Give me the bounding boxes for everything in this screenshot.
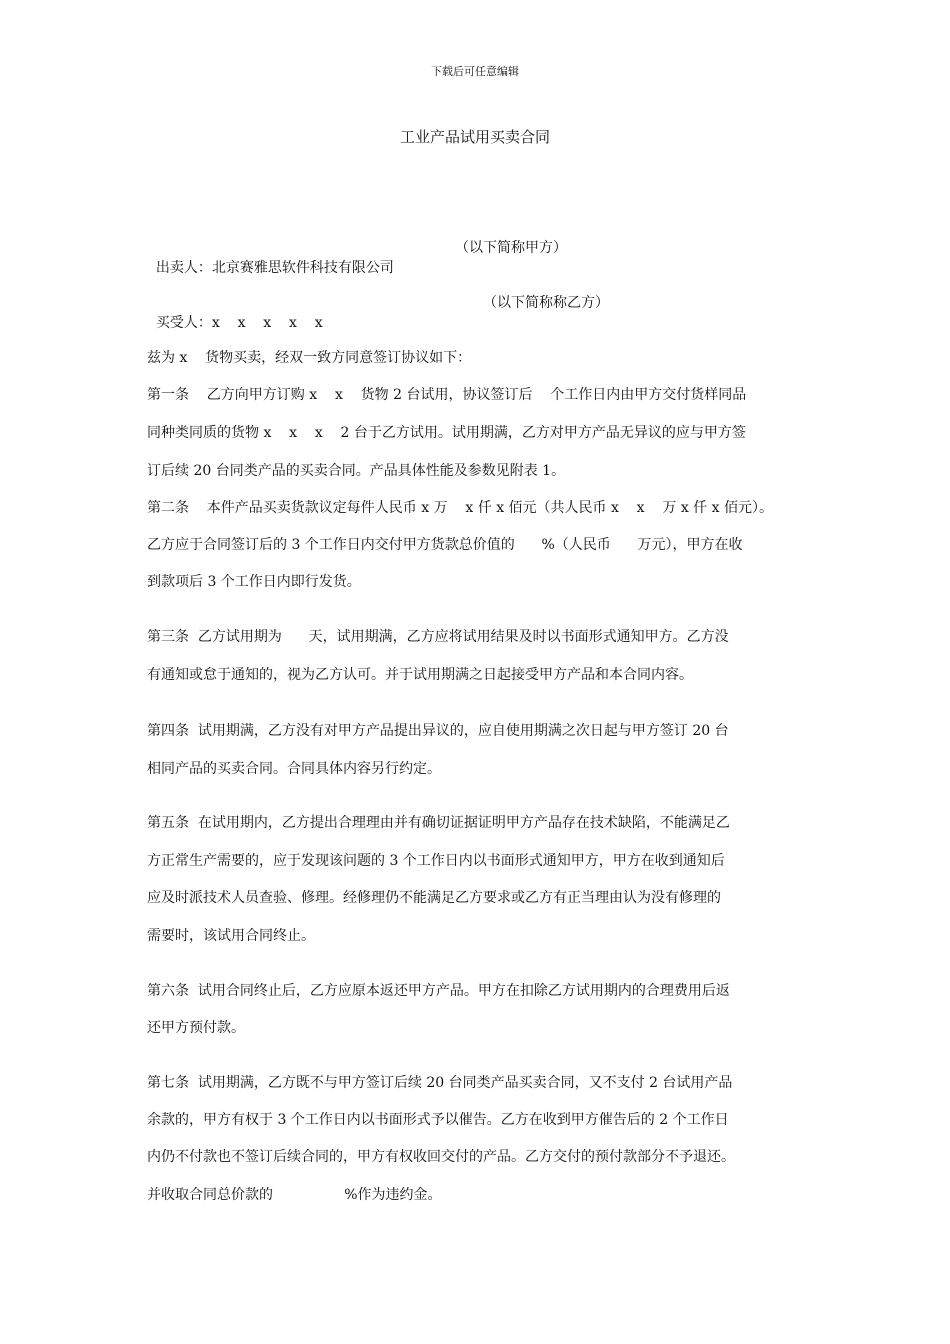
article-7-line-4: 并收取合同总价款的 %作为违约金。 (147, 1187, 442, 1203)
article-3-line-2: 有通知或怠于通知的，视为乙方认可。并于试用期满之日起接受甲方产品和本合同内容。 (147, 667, 693, 683)
article-5-line-4: 需要时，该试用合同终止。 (147, 928, 315, 944)
article-4-line-2: 相同产品的买卖合同。合同具体内容另行约定。 (147, 761, 441, 777)
article-2-line-1: 第二条 本件产品买卖货款议定每件人民币 x 万 x 仟 x 佰元（共人民币 x x 万 x 仟 x 佰元）。 (147, 500, 773, 516)
article-1-line-3: 订后续 20 台同类产品的买卖合同。产品具体性能及参数见附表 1。 (147, 463, 566, 479)
buyer-name: x x x x x (211, 315, 323, 331)
buyer-note: （以下简称称乙方） (483, 295, 609, 311)
article-4-line-1: 第四条 试用期满，乙方没有对甲方产品提出异议的，应自使用期满之次日起与甲方签订 20 台 (147, 723, 729, 739)
seller-note: （以下简称甲方） (455, 240, 567, 256)
article-6-line-2: 还甲方预付款。 (147, 1020, 245, 1036)
intro-line: 兹为 x 货物买卖，经双一致方同意签订协议如下： (147, 350, 472, 366)
contract-title: 工业产品试用买卖合同 (399, 128, 550, 146)
buyer-label: 买受人： (155, 315, 212, 331)
article-7-line-3: 内仍不付款也不签订后续合同的，甲方有权收回交付的产品。乙方交付的预付款部分不予退还。 (147, 1149, 735, 1165)
article-7-line-2: 余款的，甲方有权于 3 个工作日内以书面形式予以催告。乙方在收到甲方催告后的 2 个工作日 (147, 1112, 729, 1128)
article-2-line-2: 乙方应于合同签订后的 3 个工作日内交付甲方货款总价值的 %（人民币 万元），甲方在收 (147, 537, 743, 553)
article-5-line-3: 应及时派技术人员查验、修理。经修理仍不能满足乙方要求或乙方有正当理由认为没有修理的 (147, 890, 721, 906)
article-5-line-2: 方正常生产需要的，应于发现该问题的 3 个工作日内以书面形式通知甲方，甲方在收到通知后 (147, 853, 725, 869)
buyer-line (147, 293, 609, 333)
article-2-line-3: 到款项后 3 个工作日内即行发货。 (147, 574, 361, 590)
article-1-line-2: 同种类同质的货物 x x x 2 台于乙方试用。试用期满，乙方对甲方产品无异议的应与甲方签 (147, 425, 746, 441)
page-header-note: 下载后可任意编辑 (431, 65, 519, 78)
article-7-line-1: 第七条 试用期满，乙方既不与甲方签订后续 20 台同类产品买卖合同，又不支付 2 台试用产品 (147, 1075, 733, 1091)
article-1-line-1: 第一条 乙方向甲方订购 x x 货物 2 台试用，协议签订后 个工作日内由甲方交付货样同品 (147, 387, 747, 403)
article-5-line-1: 第五条 在试用期内，乙方提出合理理由并有确切证据证明甲方产品存在技术缺陷，不能满足乙 (147, 815, 730, 831)
article-6-line-1: 第六条 试用合同终止后，乙方应原本返还甲方产品。甲方在扣除乙方试用期内的合理费用后返 (147, 983, 730, 999)
seller-name: 北京赛雅思软件科技有限公司 (211, 260, 394, 276)
seller-label: 出卖人： (155, 260, 212, 276)
seller-line (147, 238, 567, 278)
article-3-line-1: 第三条 乙方试用期为 天，试用期满，乙方应将试用结果及时以书面形式通知甲方。乙方没 (147, 629, 729, 645)
